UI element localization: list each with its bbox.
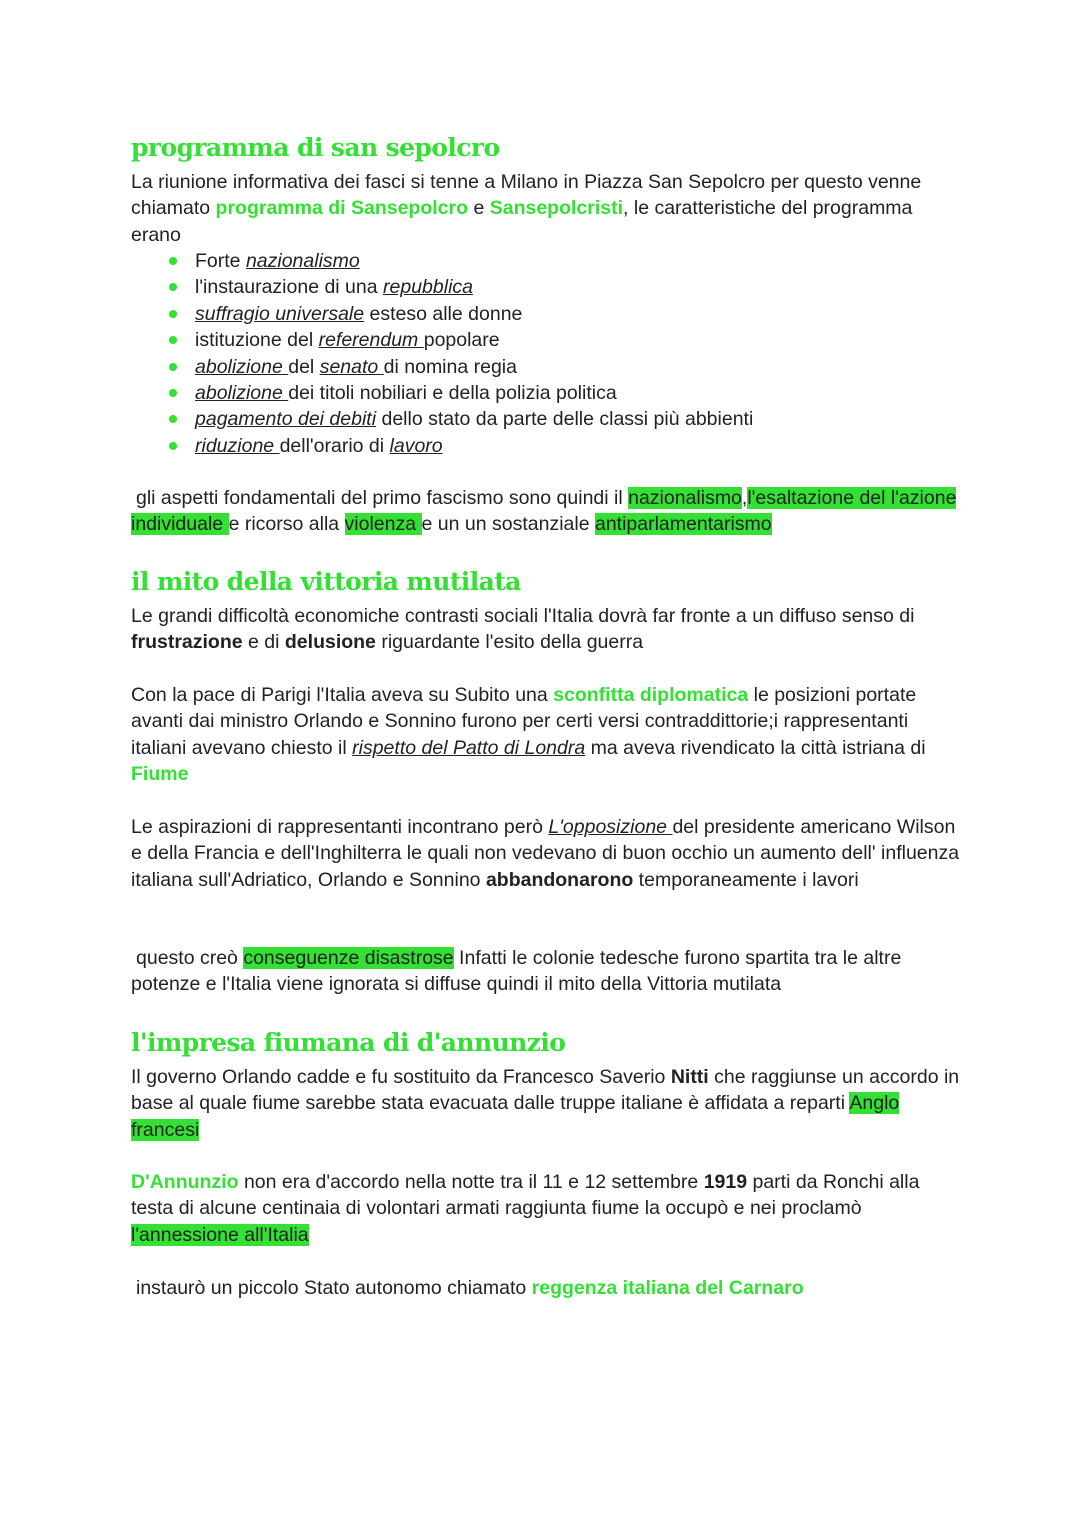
list-item: istituzione del referendum popolare: [131, 327, 753, 353]
list-item: pagamento dei debiti dello stato da parte delle classi più abbienti: [131, 406, 753, 432]
bullet-dot-icon: [169, 363, 177, 371]
list-item: l'instaurazione di una repubblica: [131, 274, 753, 300]
paragraph-dannunzio: D'Annunzio non era d'accordo nella notte tra il 11 e 12 settembre 1919 parti da Ronchi alla testa di alcune centinaia di volontari armati raggiunta fiume la occupò e nei proclamò l'annessione all'Italia: [131, 1171, 920, 1246]
heading-san-sepolcro: programma di san sepolcro: [131, 133, 500, 162]
bullet-dot-icon: [169, 310, 177, 318]
bullet-dot-icon: [169, 442, 177, 450]
bullet-dot-icon: [169, 336, 177, 344]
paragraph-summary: gli aspetti fondamentali del primo fascismo sono quindi il nazionalismo,l'esaltazione del l'azione individuale e ricorso alla violenza e un un sostanziale antiparlamentarismo: [131, 487, 957, 536]
bullet-dot-icon: [169, 283, 177, 291]
heading-impresa-fiumana: l'impresa fiumana di d'annunzio: [131, 1028, 566, 1057]
paragraph-pace-parigi: Con la pace di Parigi l'Italia aveva su Subito una sconfitta diplomatica le posizioni portate avanti dai ministro Orlando e Sonnino furono per certi versi contraddittorie;i rappresentanti italiani avevano chiesto il rispetto del Patto di Londra ma aveva rivendicato la città istriana di Fiume: [131, 684, 926, 786]
bullet-dot-icon: [169, 257, 177, 265]
program-list: [131, 248, 753, 459]
bullet-dot-icon: [169, 415, 177, 423]
list-item: suffragio universale esteso alle donne: [131, 301, 753, 327]
list-item: abolizione del senato di nomina regia: [131, 354, 753, 380]
paragraph-conseguenze: questo creò conseguenze disastrose Infatti le colonie tedesche furono spartita tra le altre potenze e l'Italia viene ignorata si diffuse quindi il mito della Vittoria mutilata: [131, 947, 902, 996]
paragraph-carnaro: instaurò un piccolo Stato autonomo chiamato reggenza italiana del Carnaro: [136, 1277, 804, 1299]
paragraph-intro: La riunione informativa dei fasci si tenne a Milano in Piazza San Sepolcro per questo venne chiamato programma di Sansepolcro e Sansepolcristi, le caratteristiche del programma erano: [131, 171, 922, 246]
paragraph-frustrazione: Le grandi difficoltà economiche contrasti sociali l'Italia dovrà far fronte a un diffuso senso di frustrazione e di delusione riguardante l'esito della guerra: [131, 605, 915, 654]
list-item: Forte nazionalismo: [131, 248, 753, 274]
paragraph-opposizione: Le aspirazioni di rappresentanti incontrano però L'opposizione del presidente americano Wilson e della Francia e dell'Inghilterra le quali non vedevano di buon occhio un aumento dell' influenza italiana sull'Adriatico, Orlando e Sonnino abbandonarono temporaneamente i lavori: [131, 816, 960, 891]
heading-vittoria-mutilata: il mito della vittoria mutilata: [131, 567, 521, 596]
list-item: riduzione dell'orario di lavoro: [131, 433, 753, 459]
bullet-dot-icon: [169, 389, 177, 397]
list-item: abolizione dei titoli nobiliari e della polizia politica: [131, 380, 753, 406]
paragraph-nitti: Il governo Orlando cadde e fu sostituito da Francesco Saverio Nitti che raggiunse un accordo in base al quale fiume sarebbe stata evacuata dalle truppe italiane è affidata a reparti Anglo francesi: [131, 1066, 960, 1141]
